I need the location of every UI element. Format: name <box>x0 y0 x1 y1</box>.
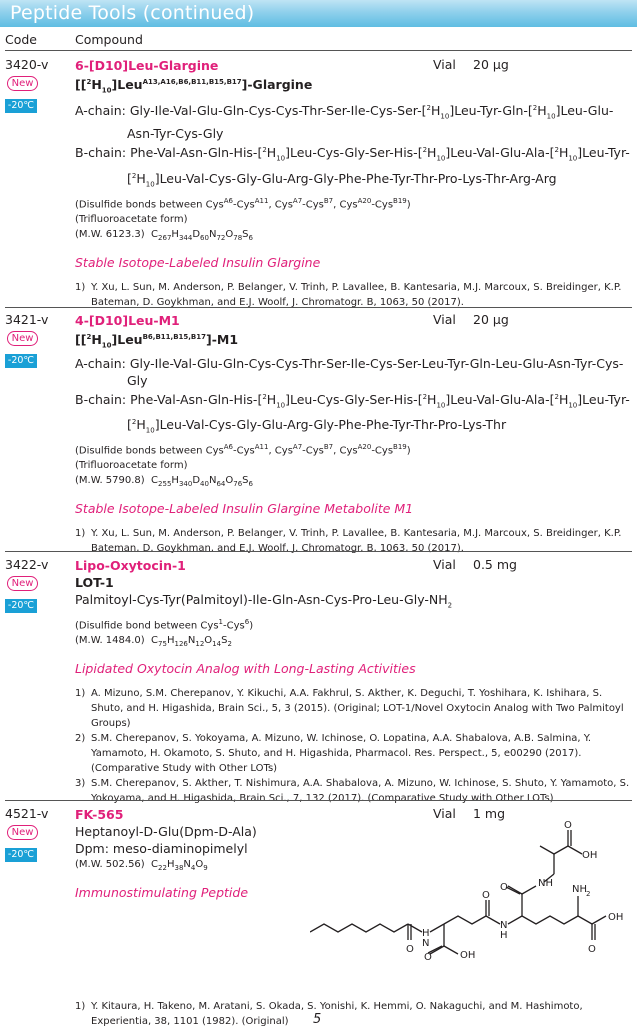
svg-text:O: O <box>482 890 490 901</box>
product-category: Stable Isotope-Labeled Insulin Glargine Metabolite M1 <box>75 501 414 517</box>
svg-text:NH: NH <box>538 878 553 889</box>
entry-divider <box>5 551 632 552</box>
svg-text:N: N <box>500 920 508 931</box>
svg-text:O: O <box>564 820 572 831</box>
product-code: 3420-v <box>5 57 49 72</box>
package-unit: Vial <box>433 57 456 72</box>
a-chain-sequence: A-chain: Gly-$Ile-Val-Glu-Gln-Cys-Cys-Thr-Ser-Ile-Cys-Ser-[^2H_{10}]Leu-Tyr-Gln-[^2H_{10}]Leu-Glu-Asn-Tyr-Cys$-Gly <box>75 102 614 142</box>
new-badge: New <box>7 76 38 91</box>
product-category: Stable Isotope-Labeled Insulin Glargine <box>75 254 321 270</box>
svg-text:NH: NH <box>572 884 587 895</box>
svg-text:N: N <box>422 938 430 949</box>
new-badge: New <box>7 576 38 591</box>
reference-item: 3) S.M. Cherepanov, S. Akther, T. Nishimura, A.A. Shabalova, A. Mizuno, W. Ichinose, S. Shuto, Y. Yamamoto, S. Yokoyama, and H. Higashida, Brain Sci., 7, 132 (2017). (Comparative Study with Other LOTs) <box>75 777 630 804</box>
a-chain-sequence: A-chain: Gly-Ile-Val-Glu-Gln-Cys-Cys-Thr-Ser-Ile-Cys-Ser-Leu-Tyr-Gln-Leu-Glu-Asn-Tyr-Cys-Gly <box>75 355 624 388</box>
chemical-structure-drawing <box>310 820 637 968</box>
storage-temp-badge: -20℃ <box>5 99 37 113</box>
package-amount: 20 μg <box>473 57 509 72</box>
product-name: 4-[D10]Leu-M1 <box>75 313 180 328</box>
molecular-weight: (M.W. 1484.0) $C_{75}H_{126}N_{12}O_{14}S_2$ <box>75 634 232 648</box>
product-category: Immunostimulating Peptide <box>75 885 249 900</box>
reference-item: 1) Y. Xu, L. Sun, M. Anderson, P. Belanger, V. Trinh, P. Lavallee, B. Kantesaria, M.J. Marcoux, S. Breidinger, K.P. Bateman, D. Goykhman, and E.J. Woolf, J. Chromatogr. B, 1063, 50 (2017). <box>75 528 622 555</box>
section-banner <box>0 0 637 27</box>
svg-text:H: H <box>422 928 430 939</box>
product-code: 4521-v <box>5 806 49 821</box>
product-synonym: $[[^2H_{10}]Leu^{A13,A16,B6,B11,B15,B17}]$-Glargine <box>75 77 313 95</box>
b-chain-sequence: B-chain: Phe-$Val-Asn-Gln-His-[^2H_{10}]Leu-Cys-Gly-Ser-His-[^2H_{10}]Leu-Val-Glu-Ala-[^2H_{10}]Leu-Tyr-[^2H_{10}]Leu-Val-Cys-Gly-Glu-Arg-Gly-Phe-Phe-$Tyr-Thr-Pro-Lys-Thr-Arg-Arg <box>75 145 630 189</box>
new-badge: New <box>7 331 38 346</box>
molecular-weight: (M.W. 6123.3) $C_{267}H_{344}D_{60}N_{72}O_{78}S_6$ <box>75 228 253 242</box>
references <box>75 280 630 310</box>
references <box>75 686 630 806</box>
svg-text:O: O <box>424 952 432 963</box>
storage-temp-badge: -20℃ <box>5 599 37 613</box>
header-divider <box>5 50 632 51</box>
product-name: FK-565 <box>75 807 124 822</box>
package-unit: Vial <box>433 312 456 327</box>
product-code: 3422-v <box>5 557 49 572</box>
storage-temp-badge: -20℃ <box>5 354 37 368</box>
product-category: Lipidated Oxytocin Analog with Long-Lasting Activities <box>75 660 416 676</box>
disulfide-note: (Disulfide bonds between Cys$^{A6}$-Cys$^{A11}$, Cys$^{A7}$-Cys$^{B7}$, Cys$^{A20}$-Cys$^{B19}$) <box>75 196 411 210</box>
package-amount: 1 mg <box>473 806 506 821</box>
package-amount: 20 μg <box>473 312 509 327</box>
page-number: 5 <box>313 1012 322 1027</box>
disulfide-note: (Disulfide bond between Cys$^1$-Cys$^6$) <box>75 617 254 631</box>
product-synonym: $[[^2H_{10}]Leu^{B6,B11,B15,B17}]-M1$ <box>75 332 239 350</box>
reference-item: 1) Y. Xu, L. Sun, M. Anderson, P. Belanger, V. Trinh, P. Lavallee, B. Kantesaria, M.J. Marcoux, S. Breidinger, K.P. Bateman, D. Goykhman, and E.J. Woolf, J. Chromatogr. B, 1063, 50 (2017). <box>75 281 622 308</box>
disulfide-note: (Disulfide bonds between Cys$^{A6}$-Cys$^{A11}$, Cys$^{A7}$-Cys$^{B7}$, Cys$^{A20}$-Cys$^{B19}$) <box>75 442 411 457</box>
product-synonym: LOT-1 <box>75 575 114 590</box>
package-unit: Vial <box>433 806 456 821</box>
storage-temp-badge: -20℃ <box>5 848 37 862</box>
svg-text:2: 2 <box>586 890 591 898</box>
reference-item: 1) A. Mizuno, S.M. Cherepanov, Y. Kikuchi, A.A. Fakhrul, S. Akther, K. Deguchi, T. Yoshihara, K. Ishihara, S. Shuto, and H. Higashida, Brain Sci., 5, 3 (2015). (Original; LOT-1/Novel Oxytocin Analog with Two Palmitoyl Groups) <box>75 687 624 729</box>
product-name: Lipo-Oxytocin-1 <box>75 558 186 573</box>
entry-divider <box>5 307 632 308</box>
column-header-compound: Compound <box>75 32 143 47</box>
package-amount: 0.5 mg <box>473 557 517 572</box>
reference-item: 2) S.M. Cherepanov, S. Yokoyama, A. Mizuno, W. Ichinose, O. Lopatina, A.A. Shabalova, A.B. Salmina, Y. Yamamoto, H. Okamoto, S. Shuto, and H. Higashida, Pharmacol. Res. Perspect., 5, e00290 (2017). (Comparative Study with Other LOTs) <box>75 732 592 774</box>
svg-text:OH: OH <box>608 912 624 923</box>
svg-text:O: O <box>588 944 596 955</box>
product-code: 3421-v <box>5 312 49 327</box>
molecular-weight: (M.W. 502.56) $C_{22}H_{38}N_4O_9$ <box>75 859 208 872</box>
molecular-weight: (M.W. 5790.8) $C_{255}H_{340}D_{40}N_{64}O_{76}S_6$ <box>75 475 253 489</box>
entry-divider <box>5 800 632 801</box>
salt-form: (Trifluoroacetate form) <box>75 213 188 225</box>
svg-text:OH: OH <box>460 950 476 961</box>
column-header-code: Code <box>5 32 38 47</box>
package-unit: Vial <box>433 557 456 572</box>
svg-text:OH: OH <box>582 850 598 861</box>
new-badge: New <box>7 825 38 840</box>
compound-description: Heptanoyl-D-Glu(Dpm-D-Ala) <box>75 824 257 839</box>
salt-form: (Trifluoroacetate form) <box>75 460 188 472</box>
product-name: 6-[D10]Leu-Glargine <box>75 58 219 73</box>
svg-text:O: O <box>406 944 414 955</box>
svg-text:O: O <box>500 882 508 893</box>
reference-item: 1) Y. Kitaura, H. Takeno, M. Aratani, S. Okada, S. Yonishi, K. Hemmi, O. Nakaguchi, and M. Hashimoto, Experientia, 38, 1101 (1982). (Original) <box>75 1001 583 1027</box>
banner-title: Peptide Tools (continued) <box>10 2 255 24</box>
b-chain-sequence: B-chain: Phe-$Val-Asn-Gln-His-[^2H_{10}]Leu-Cys-Gly-Ser-His-[^2H_{10}]Leu-Val-Glu-Ala-[^2H_{10}]Leu-Tyr-[^2H_{10}]Leu-Val-Cys-Gly-Glu-Arg-Gly-Phe-Phe-$Tyr-Thr-Pro-Lys-Thr <box>75 391 630 435</box>
svg-text:H: H <box>500 930 508 941</box>
peptide-sequence: Palmitoyl-$Cys-Tyr(Palmitoyl)-Ile-Gln-Asn-Cys-Pro-Leu-Gly-NH_2$ <box>75 592 453 610</box>
references <box>75 999 630 1029</box>
dpm-definition: Dpm: meso-diaminopimelyl <box>75 841 248 856</box>
